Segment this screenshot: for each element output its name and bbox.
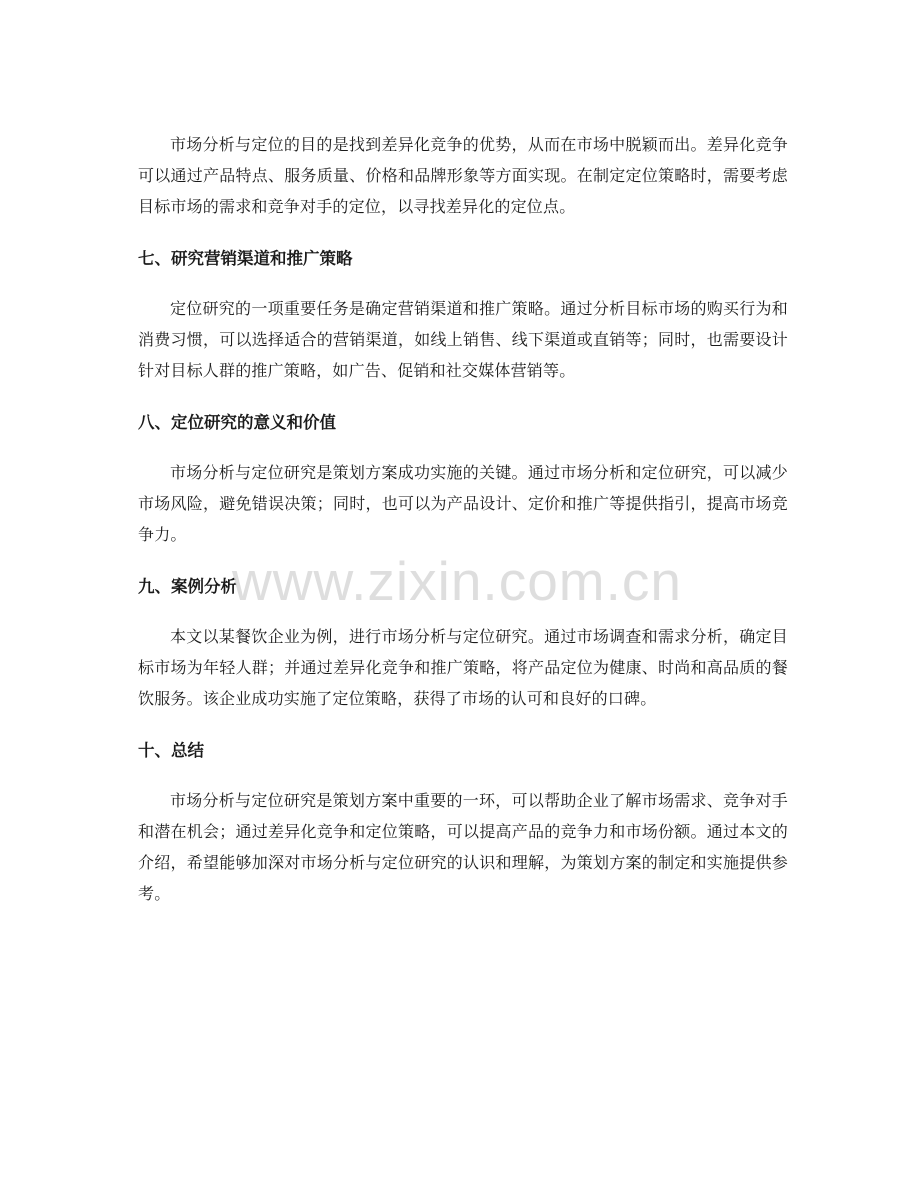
- paragraph-intro: 市场分析与定位的目的是找到差异化竞争的优势，从而在市场中脱颖而出。差异化竞争可以通过产品特点、服务质量、价格和品牌形象等方面实现。在制定定位策略时，需要考虑目标市场的需求和竞争对手的定位，以寻找差异化的定位点。: [138, 135, 788, 216]
- section-heading-7: 七、研究营销渠道和推广策略: [138, 249, 353, 268]
- paragraph-section-7: 定位研究的一项重要任务是确定营销渠道和推广策略。通过分析目标市场的购买行为和消费习惯，可以选择适合的营销渠道，如线上销售、线下渠道或直销等；同时，也需要设计针对目标人群的推广策略，如广告、促销和社交媒体营销等。: [138, 299, 788, 380]
- document-body: [138, 129, 788, 909]
- paragraph-section-9: 本文以某餐饮企业为例，进行市场分析与定位研究。通过市场调查和需求分析，确定目标市场为年轻人群；并通过差异化竞争和推广策略，将产品定位为健康、时尚和高品质的餐饮服务。该企业成功实施了定位策略，获得了市场的认可和良好的口碑。: [138, 627, 788, 708]
- watermark-text: www.zixin.com.cn: [232, 550, 682, 612]
- section-heading-10: 十、总结: [138, 741, 204, 760]
- section-heading-8: 八、定位研究的意义和价值: [138, 413, 336, 432]
- section-heading-9: 九、案例分析: [138, 577, 237, 596]
- paragraph-section-10: 市场分析与定位研究是策划方案中重要的一环，可以帮助企业了解市场需求、竞争对手和潜在机会；通过差异化竞争和定位策略，可以提高产品的竞争力和市场份额。通过本文的介绍，希望能够加深对市场分析与定位研究的认识和理解，为策划方案的制定和实施提供参考。: [138, 791, 788, 903]
- paragraph-section-8: 市场分析与定位研究是策划方案成功实施的关键。通过市场分析和定位研究，可以减少市场风险，避免错误决策；同时，也可以为产品设计、定价和推广等提供指引，提高市场竞争力。: [138, 463, 788, 544]
